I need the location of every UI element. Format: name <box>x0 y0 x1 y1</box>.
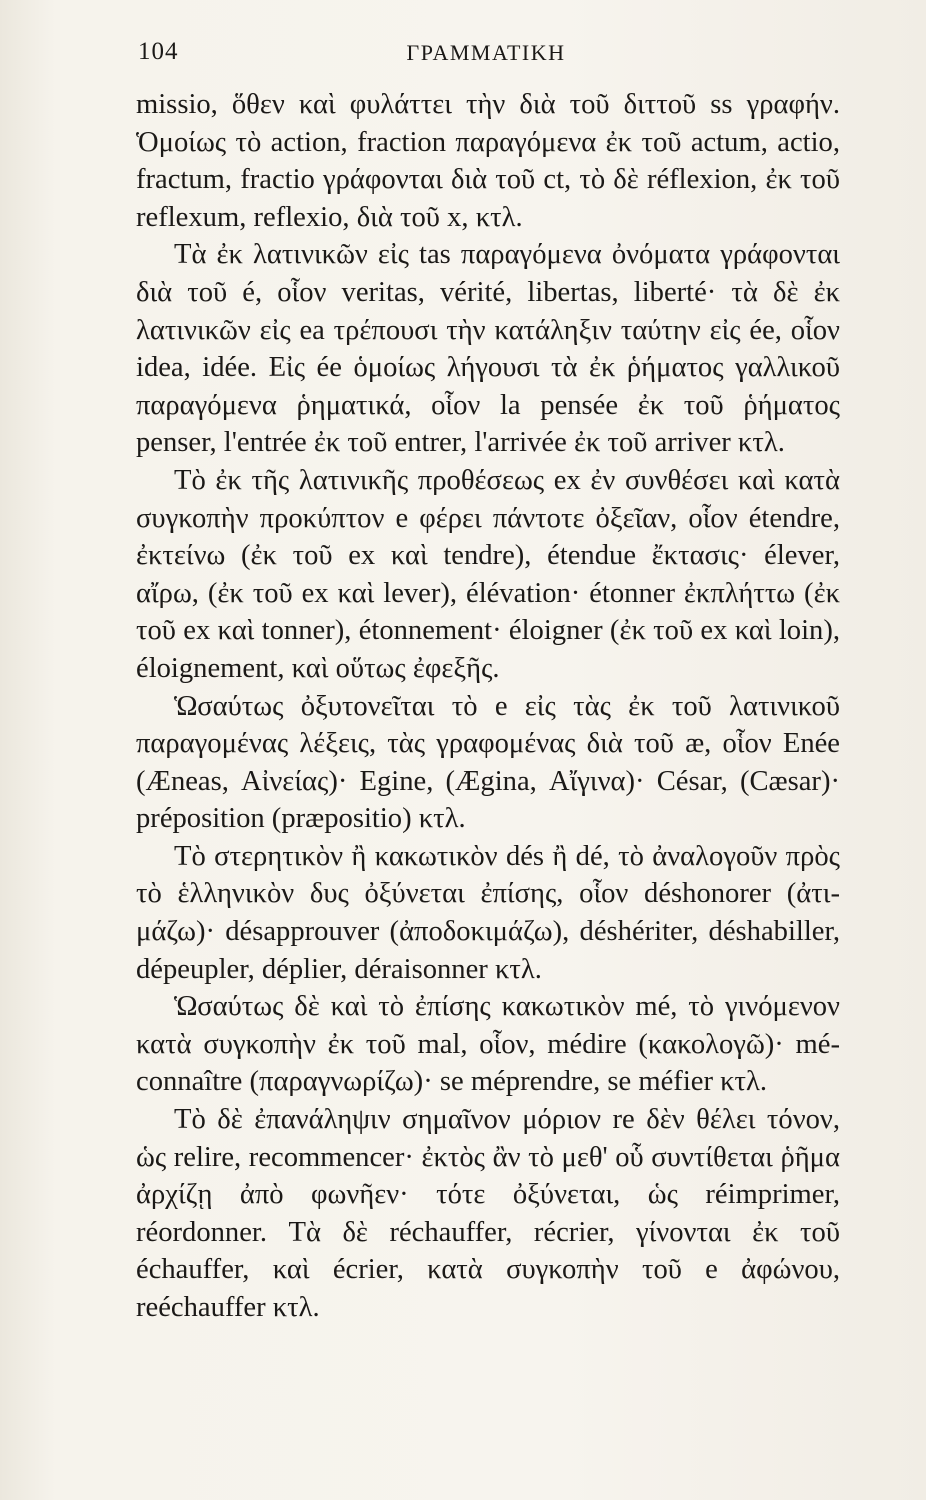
paragraph: Τὰ ἐκ λατινικῶν εἰς tas παραγόμενα ὀνόματα γράφονται διὰ τοῦ é, οἷον veritas, vérité, libertas, liberté· τὰ δὲ ἐκ λατινικῶν εἰς ea τρέπουσι τὴν κατάληξιν ταύτην εἰς ée, οἷον idea, idée. Εἰς ée ὁμοίως λήγουσι τὰ ἐκ ῥήματος γαλλικοῦ παραγόμενα ῥηματικά, οἷον la pensée ἐκ τοῦ ῥήματος penser, l'entrée ἐκ τοῦ entrer, l'arrivée ἐκ τοῦ arriver κτλ. <box>136 239 840 459</box>
paragraph: Τὸ στερητικὸν ἢ κακωτικὸν dés ἢ dé, τὸ ἀναλογοῦν πρὸς τὸ ἑλληνικὸν δυς ὀξύνεται ἐπίσης, οἷον déshonorer (ἀτιμάζω)· désapprouver (ἀποδοκιμάζω), déshériter, déshabiller, dépeupler, déplier, déraisonner κτλ. <box>136 840 840 985</box>
paragraph: Τὸ ἐκ τῆς λατινικῆς προθέσεως ex ἐν συνθέσει καὶ κατὰ συγκοπὴν προκύπτον e φέρει πάντοτε ὀξεῖαν, οἷον étendre, ἐκτείνω (ἐκ τοῦ ex καὶ tendre), étendue ἔκτασις· élever, αἴρω, (ἐκ τοῦ ex καὶ lever), élévation· étonner ἐκπλήττω (ἐκ τοῦ ex καὶ tonner), étonnement· éloigner (ἐκ τοῦ ex καὶ loin), éloignement, καὶ οὕτως ἐφεξῆς. <box>136 464 840 684</box>
body-text <box>136 86 840 1327</box>
running-head <box>138 38 834 68</box>
running-title: ΓΡΑΜΜΑΤΙΚΗ <box>406 40 566 65</box>
paragraph: Ὡσαύτως δὲ καὶ τὸ ἐπίσης κακωτικὸν mé, τὸ γινόμενον κατὰ συγκοπὴν ἐκ τοῦ mal, οἷον, médire (κακολογῶ)· méconnaître (παραγνωρίζω)· se méprendre, se méfier κτλ. <box>136 991 840 1098</box>
paragraph: Τὸ δὲ ἐπανάληψιν σημαῖνον μόριον re δὲν θέλει τόνον, ὡς relire, recommencer· ἐκτὸς ἂν τὸ μεθ' οὗ συντίθεται ῥῆμα ἀρχίζῃ ἀπὸ φωνῆεν· τότε ὀξύνεται, ὡς réimprimer, réordonner. Τὰ δὲ réchauffer, récrier, γίνονται ἐκ τοῦ échauffer, καὶ écrier, κατὰ συγκοπὴν τοῦ e ἀφώνου, reéchauffer κτλ. <box>136 1104 840 1323</box>
paragraph: missio, ὅθεν καὶ φυλάττει τὴν διὰ τοῦ διττοῦ ss γραφήν. Ὁμοίως τὸ action, fraction παραγόμενα ἐκ τοῦ actum, actio, fractum, fractio γράφονται διὰ τοῦ ct, τὸ δὲ réflexion, ἐκ τοῦ reflexum, reflexio, διὰ τοῦ x, κτλ. <box>136 89 840 233</box>
paragraph: Ὡσαύτως ὀξυτονεῖται τὸ e εἰς τὰς ἐκ τοῦ λατινικοῦ παραγομένας λέξεις, τὰς γραφομένας διὰ τοῦ æ, οἷον Enée (Æneas, Αἰνείας)· Egine, (Ægina, Αἴγινα)· César, (Cæsar)· préposition (præpositio) κτλ. <box>136 690 840 835</box>
page-number: 104 <box>138 38 179 65</box>
